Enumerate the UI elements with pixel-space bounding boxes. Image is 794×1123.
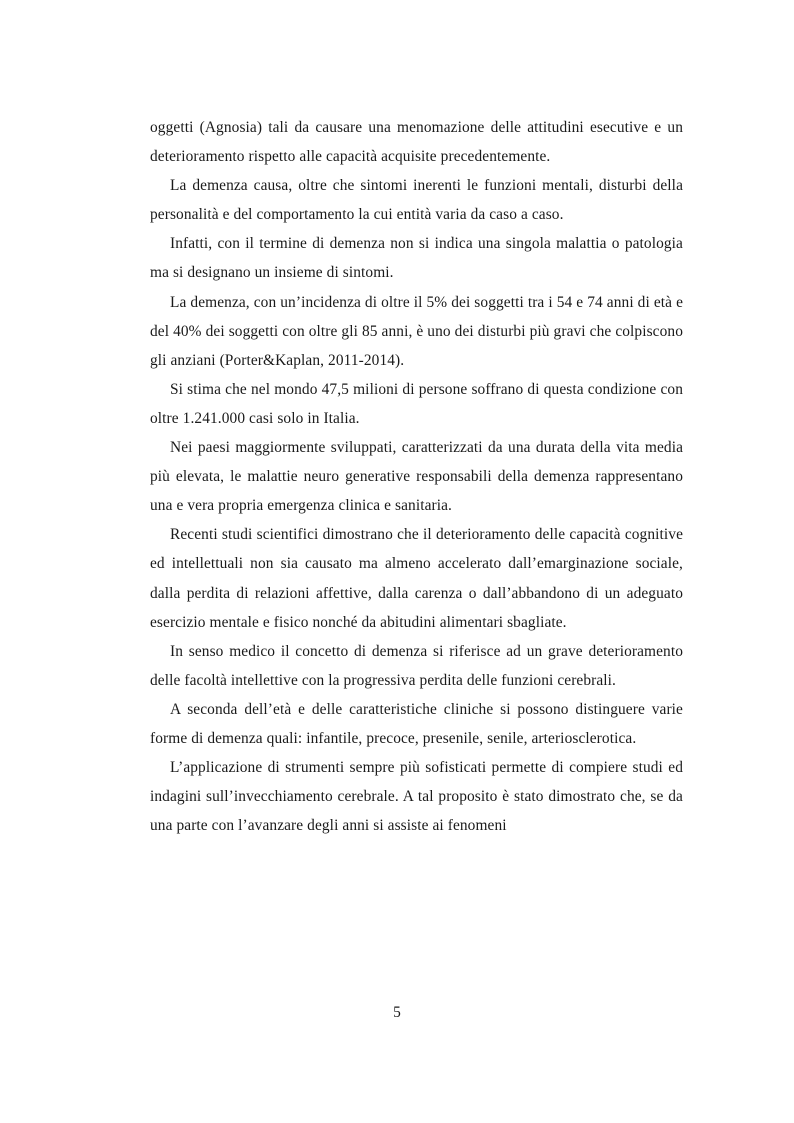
body-text [150, 113, 683, 840]
paragraph-5: Si stima che nel mondo 47,5 milioni di persone soffrano di questa condizione con oltre 1.241.000 casi solo in Italia. [150, 380, 683, 427]
paragraph-6: Nei paesi maggiormente sviluppati, caratterizzati da una durata della vita media più elevata, le malattie neuro generative responsabili della demenza rappresentano una e vera propria emergenza clinica e sanitaria. [150, 439, 683, 515]
paragraph-9: A seconda dell’età e delle caratteristiche cliniche si possono distinguere varie forme di demenza quali: infantile, precoce, presenile, senile, arteriosclerotica. [150, 700, 683, 747]
paragraph-7: Recenti studi scientifici dimostrano che il deterioramento delle capacità cognitive ed intellettuali non sia causato ma almeno accelerato dall’emarginazione sociale, dalla perdita di relazioni affettive, dalla carenza o dall’abbandono di un adeguato esercizio mentale e fisico nonché da abitudini alimentari sbagliate. [150, 526, 683, 631]
paragraph-2: La demenza causa, oltre che sintomi inerenti le funzioni mentali, disturbi della personalità e del comportamento la cui entità varia da caso a caso. [150, 177, 683, 224]
paragraph-1: oggetti (Agnosia) tali da causare una menomazione delle attitudini esecutive e un deterioramento rispetto alle capacità acquisite precedentemente. [150, 119, 683, 166]
paragraph-8: In senso medico il concetto di demenza si riferisce ad un grave deterioramento delle facoltà intellettive con la progressiva perdita delle funzioni cerebrali. [150, 642, 683, 689]
paragraph-3: Infatti, con il termine di demenza non si indica una singola malattia o patologia ma si designano un insieme di sintomi. [150, 235, 683, 282]
paragraph-4: La demenza, con un’incidenza di oltre il 5% dei soggetti tra i 54 e 74 anni di età e del 40% dei soggetti con oltre gli 85 anni, è uno dei disturbi più gravi che colpiscono gli anziani (Porter&Kaplan, 2011-2014). [150, 293, 683, 369]
paragraph-10: L’applicazione di strumenti sempre più sofisticati permette di compiere studi ed indagini sull’invecchiamento cerebrale. A tal proposito è stato dimostrato che, se da una parte con l’avanzare degli anni si assiste ai fenomeni [150, 759, 683, 835]
page-number: 5 [393, 1004, 401, 1021]
